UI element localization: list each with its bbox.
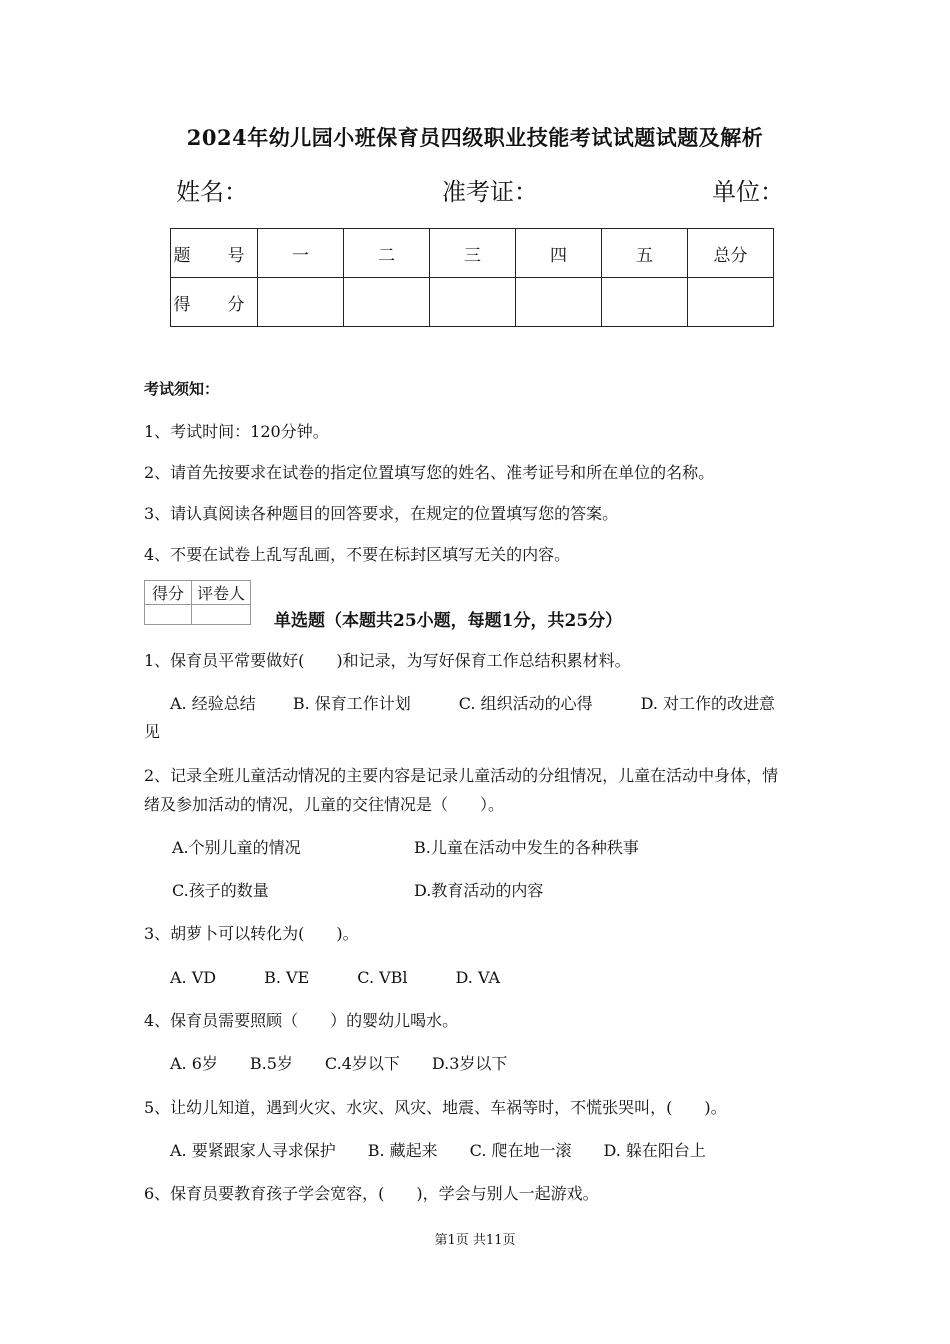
score-header-cell: 题 号 [171, 229, 258, 278]
score-cell [602, 278, 688, 327]
score-cell [688, 278, 774, 327]
grader-reviewer-label: 评卷人 [192, 581, 251, 605]
notice-heading: 考试须知： [144, 380, 220, 398]
score-header-cell: 四 [516, 229, 602, 278]
question-stem: 绪及参加活动的情况，儿童的交往情况是（ ）。 [144, 795, 505, 814]
unit-field-label: 单位： [712, 178, 784, 206]
question-option: A.个别儿童的情况 [172, 838, 301, 857]
score-header-cell: 二 [344, 229, 430, 278]
page-footer: 第1页 共11页 [434, 1233, 516, 1248]
question-options: A. 要紧跟家人寻求保护 B. 藏起来 C. 爬在地一滚 D. 躲在阳台上 [170, 1141, 706, 1160]
notice-item: 3、请认真阅读各种题目的回答要求，在规定的位置填写您的答案。 [144, 504, 619, 523]
question-option: C.孩子的数量 [172, 881, 269, 900]
question-stem: 1、保育员平常要做好( )和记录，为写好保育工作总结积累材料。 [144, 651, 631, 670]
question-options: A. 6岁 B.5岁 C.4岁以下 D.3岁以下 [170, 1054, 508, 1073]
score-cell [344, 278, 430, 327]
notice-item: 1、考试时间：120分钟。 [144, 422, 329, 441]
score-cell [430, 278, 516, 327]
grader-score-label: 得分 [145, 581, 192, 605]
grader-reviewer-cell [192, 605, 251, 625]
question-stem: 3、胡萝卜可以转化为( )。 [144, 924, 359, 943]
score-header-cell: 五 [602, 229, 688, 278]
notice-item: 2、请首先按要求在试卷的指定位置填写您的姓名、准考证号和所在单位的名称。 [144, 463, 715, 482]
score-cell [516, 278, 602, 327]
name-field-label: 姓名： [176, 178, 248, 206]
grader-table [144, 580, 251, 625]
score-table-score-row [171, 278, 774, 327]
notice-item: 4、不要在试卷上乱写乱画，不要在标封区填写无关的内容。 [144, 545, 571, 564]
document-title: 2024年幼儿园小班保育员四级职业技能考试试题试题及解析 [186, 125, 764, 150]
score-header-cell: 总分 [688, 229, 774, 278]
exam-number-field-label: 准考证： [442, 178, 538, 206]
score-table-header-row [171, 229, 774, 278]
score-table [170, 228, 774, 327]
question-stem: 6、保育员要教育孩子学会宽容，( )，学会与别人一起游戏。 [144, 1184, 599, 1203]
question-option: B.儿童在活动中发生的各种秩事 [414, 838, 639, 857]
score-header-cell: 一 [258, 229, 344, 278]
question-options: A. 经验总结 B. 保育工作计划 C. 组织活动的心得 D. 对工作的改进意 [170, 694, 776, 713]
question-options: A. VD B. VE C. VBl D. VA [170, 968, 501, 987]
score-row-label: 得 分 [171, 278, 258, 327]
score-cell [258, 278, 344, 327]
section-title: 单选题（本题共25小题，每题1分，共25分） [274, 611, 623, 631]
question-stem: 4、保育员需要照顾（ ）的婴幼儿喝水。 [144, 1011, 459, 1030]
question-stem: 2、记录全班儿童活动情况的主要内容是记录儿童活动的分组情况，儿童在活动中身体，情 [144, 766, 779, 785]
question-option: D.教育活动的内容 [414, 881, 544, 900]
question-options: 见 [144, 722, 161, 741]
score-header-cell: 三 [430, 229, 516, 278]
question-stem: 5、让幼儿知道，遇到火灾、水灾、风灾、地震、车祸等时，不慌张哭叫，( )。 [144, 1098, 727, 1117]
grader-score-cell [145, 605, 192, 625]
